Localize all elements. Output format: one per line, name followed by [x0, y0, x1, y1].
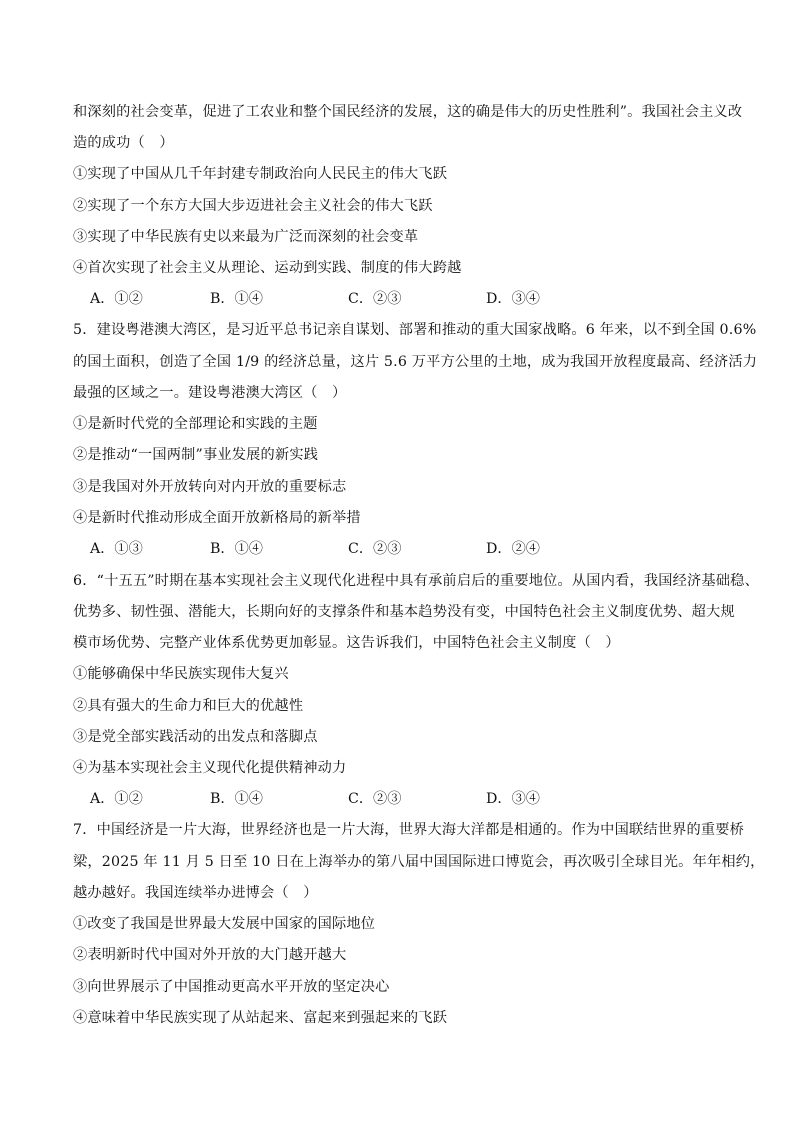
q6-option-a: A．①② — [90, 791, 143, 807]
q6-option-d: D．③④ — [486, 791, 540, 807]
q6-statement-2: ②具有强大的生命力和巨大的优越性 — [73, 698, 304, 714]
q4-statement-1: ①实现了中国从几千年封建专制政治向人民民主的伟大飞跃 — [73, 166, 448, 182]
q5-stem-line: 的国土面积，创造了全国 1/9 的经济总量，这片 5.6 万平方公里的土地，成为我国开放程度最高、经济活力 — [73, 354, 758, 370]
q6-statement-4: ④为基本实现社会主义现代化提供精神动力 — [73, 760, 347, 776]
q7-stem-line: 梁，2025 年 11 月 5 日至 10 日在上海举办的第八届中国国际进口博览会，再次吸引全球目光。年年相约， — [73, 854, 765, 870]
q4-statement-4: ④首次实现了社会主义从理论、运动到实践、制度的伟大跨越 — [73, 260, 462, 276]
q7-stem-line: 7．中国经济是一片大海，世界经济也是一片大海，世界大海大洋都是相通的。作为中国联结世界的重要桥 — [73, 822, 745, 838]
q4-statement-2: ②实现了一个东方大国大步迈进社会主义社会的伟大飞跃 — [73, 198, 433, 214]
q6-option-c: C．②③ — [348, 791, 402, 807]
q5-option-c: C．②③ — [348, 541, 402, 557]
q5-statement-2: ②是推动“一国两制”事业发展的新实践 — [73, 447, 319, 463]
q4-option-b: B．①④ — [210, 291, 263, 307]
q5-option-b: B．①④ — [210, 541, 263, 557]
q4-stem-line: 和深刻的社会变革，促进了工农业和整个国民经济的发展，这的确是伟大的历史性胜利”。我国社会主义改 — [73, 104, 743, 120]
q5-option-a: A．①③ — [90, 541, 143, 557]
q4-stem-line: 造的成功（ ） — [73, 135, 174, 151]
q6-statement-1: ①能够确保中华民族实现伟大复兴 — [73, 666, 289, 682]
q4-option-d: D．③④ — [486, 291, 540, 307]
q5-stem-line: 最强的区域之一。建设粤港澳大湾区（ ） — [73, 385, 347, 401]
q5-statement-3: ③是我国对外开放转向对内开放的重要标志 — [73, 479, 347, 495]
q7-statement-4: ④意味着中华民族实现了从站起来、富起来到强起来的飞跃 — [73, 1010, 448, 1026]
q6-stem-line: 6．“十五五”时期在基本实现社会主义现代化进程中具有承前启后的重要地位。从国内看，我国经济基础稳、 — [73, 573, 759, 589]
q5-statement-1: ①是新时代党的全部理论和实践的主题 — [73, 416, 318, 432]
q4-option-c: C．②③ — [348, 291, 402, 307]
q6-option-b: B．①④ — [210, 791, 263, 807]
q7-statement-1: ①改变了我国是世界最大发展中国家的国际地位 — [73, 916, 376, 932]
q7-statement-3: ③向世界展示了中国推动更高水平开放的坚定决心 — [73, 979, 390, 995]
q5-stem-line: 5．建设粤港澳大湾区，是习近平总书记亲自谋划、部署和推动的重大国家战略。6 年来，以不到全国 0.6% — [73, 322, 757, 338]
q4-statement-3: ③实现了中华民族有史以来最为广泛而深刻的社会变革 — [73, 229, 419, 245]
q5-statement-4: ④是新时代推动形成全面开放新格局的新举措 — [73, 510, 361, 526]
q6-stem-line: 模市场优势、完整产业体系优势更加彰显。这告诉我们，中国特色社会主义制度（ ） — [73, 635, 620, 651]
q6-stem-line: 优势多、韧性强、潜能大，长期向好的支撑条件和基本趋势没有变，中国特色社会主义制度优势、超大规 — [73, 604, 735, 620]
q5-option-d: D．②④ — [486, 541, 540, 557]
q6-statement-3: ③是党全部实践活动的出发点和落脚点 — [73, 729, 318, 745]
q4-option-a: A．①② — [90, 291, 143, 307]
q7-statement-2: ②表明新时代中国对外开放的大门越开越大 — [73, 947, 347, 963]
q7-stem-line: 越办越好。我国连续举办进博会（ ） — [73, 885, 318, 901]
